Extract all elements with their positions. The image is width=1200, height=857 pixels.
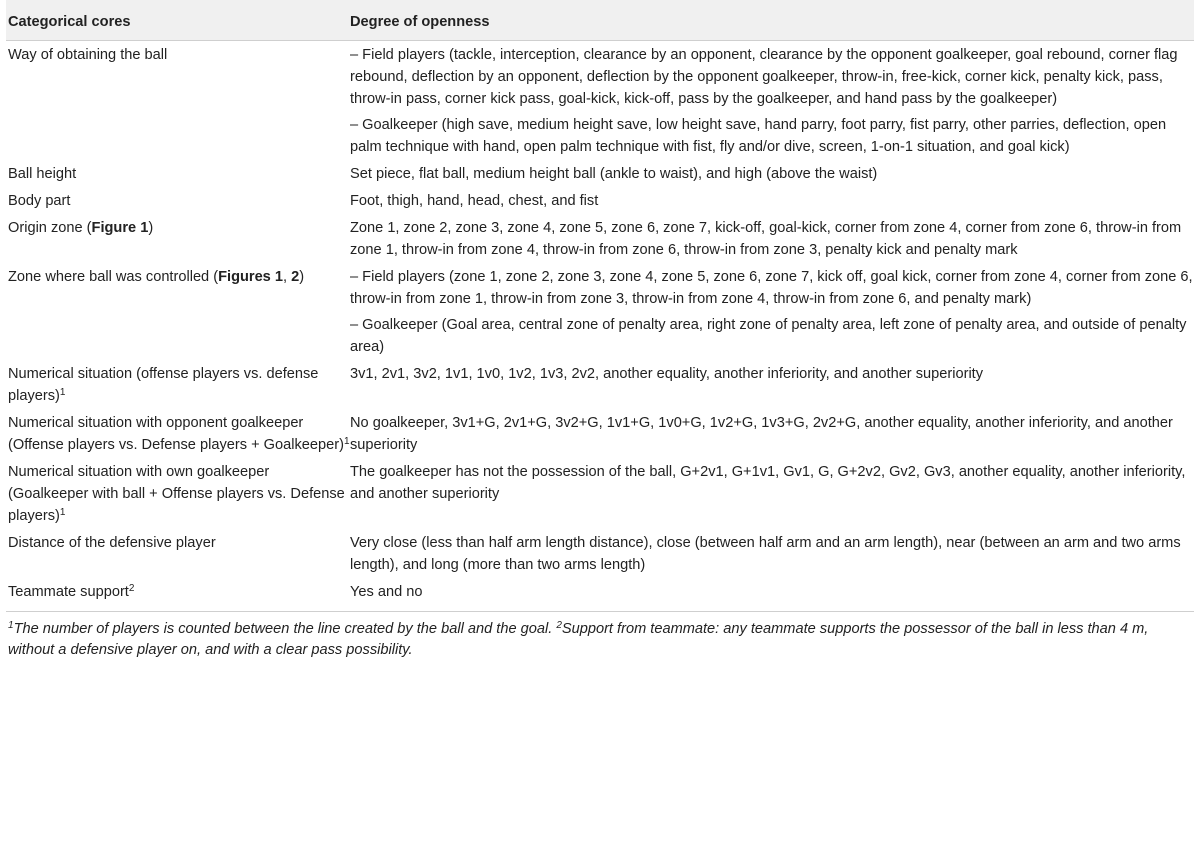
openness-cell xyxy=(350,41,1194,161)
table-row xyxy=(6,263,1194,360)
header-categorical-cores: Categorical cores xyxy=(6,0,350,41)
table-row xyxy=(6,529,1194,578)
footnote-marker: 1 xyxy=(8,620,14,631)
openness-cell: The goalkeeper has not the possession of the ball, G+2v1, G+1v1, Gv1, G, G+2v2, Gv2, Gv3, another equality, another inferiority, and another superiority xyxy=(350,464,1186,502)
table-row xyxy=(6,214,1194,263)
table-row xyxy=(6,458,1194,529)
openness-cell xyxy=(350,263,1194,360)
openness-cell: Very close (less than half arm length distance), close (between half arm and an arm length), near (between an arm and two arms length), and long (more than two arms length) xyxy=(350,535,1181,573)
openness-item: – Field players (zone 1, zone 2, zone 3, zone 4, zone 5, zone 6, zone 7, kick off, goal kick, corner from zone 4, corner from zone 6, throw-in from zone 1, throw-in from zone 3, throw-in from zone 4, throw-in from zone 6, and penalty mark) xyxy=(350,269,1193,307)
core-cell: Numerical situation (offense players vs. defense players)$^1$ xyxy=(8,366,319,404)
openness-cell: No goalkeeper, 3v1+G, 2v1+G, 3v2+G, 1v1+G, 1v0+G, 1v2+G, 1v3+G, 2v2+G, another equality, another inferiority, and another superiority xyxy=(350,415,1173,453)
core-cell: Body part xyxy=(8,193,71,209)
footnote-marker: 2 xyxy=(556,620,562,631)
core-cell: Way of obtaining the ball xyxy=(8,47,168,63)
categorical-cores-table xyxy=(6,0,1194,612)
table-row xyxy=(6,41,1194,161)
figure-1-link[interactable]: Figure 1 xyxy=(91,220,149,236)
core-cell: Teammate support$^2$ xyxy=(6,578,350,612)
table-row xyxy=(6,578,1194,612)
table-row xyxy=(6,409,1194,458)
openness-item: – Field players (tackle, interception, clearance by an opponent, clearance by the opponent goalkeeper, goal rebound, corner flag rebound, deflection by an opponent, deflection by the opponent goalkeeper, throw-in, free-kick, corner kick, penalty kick, pass, throw-in pass, corner kick pass, goal-kick, kick-off, pass by the goalkeeper, and hand pass by the goalkeeper) xyxy=(350,47,1178,107)
core-cell: Origin zone (Figure 1) xyxy=(8,220,154,236)
footnote-marker: 2 xyxy=(128,583,135,594)
table-header-row xyxy=(6,0,1194,41)
figure-1-link[interactable]: Figures 1 xyxy=(218,269,283,285)
header-degree-of-openness: Degree of openness xyxy=(350,0,1194,41)
footnote-marker: 1 xyxy=(59,387,66,398)
core-cell: Numerical situation with opponent goalkeeper (Offense players vs. Defense players + Goalkeeper)$^1$ xyxy=(8,415,350,453)
table-row xyxy=(6,160,1194,187)
core-cell: Numerical situation with own goalkeeper (Goalkeeper with ball + Offense players vs. Defense players)$^1$ xyxy=(8,464,345,524)
footnote-marker: 1 xyxy=(59,507,66,518)
table-footnote: $^1$The number of players is counted between the line created by the ball and the goal. $^2$Support from teammate: any teammate supports the possessor of the ball in less than 4 m, without a defensive player on, and with a clear pass possibility. xyxy=(8,620,1149,658)
figure-2-link[interactable]: 2 xyxy=(291,269,300,285)
openness-cell: Foot, thigh, hand, head, chest, and fist xyxy=(350,193,599,209)
openness-item: – Goalkeeper (high save, medium height save, low height save, hand parry, foot parry, fist parry, other parries, deflection, open palm technique with hand, open palm technique with fist, fly and/or dive, screen, 1-on-1 situation, and goal kick) xyxy=(350,117,1167,155)
footnote-marker: 1 xyxy=(343,436,350,447)
openness-cell: Set piece, flat ball, medium height ball (ankle to waist), and high (above the waist) xyxy=(350,166,878,182)
core-cell: Distance of the defensive player xyxy=(8,535,216,551)
openness-cell: 3v1, 2v1, 3v2, 1v1, 1v0, 1v2, 1v3, 2v2, another equality, another inferiority, and another superiority xyxy=(350,366,984,382)
core-cell: Ball height xyxy=(8,166,77,182)
openness-cell: Zone 1, zone 2, zone 3, zone 4, zone 5, zone 6, zone 7, kick-off, goal-kick, corner from zone 4, corner from zone 6, throw-in from zone 1, throw-in from zone 4, throw-in from zone 6, throw-in from zone 3, penalty kick and penalty mark xyxy=(350,220,1182,258)
openness-cell: Yes and no xyxy=(350,578,1194,612)
core-cell: Zone where ball was controlled (Figures 1, 2) xyxy=(8,269,305,285)
table-row xyxy=(6,187,1194,214)
openness-item: – Goalkeeper (Goal area, central zone of penalty area, right zone of penalty area, left zone of penalty area, and outside of penalty area) xyxy=(350,317,1187,355)
table-row xyxy=(6,360,1194,409)
